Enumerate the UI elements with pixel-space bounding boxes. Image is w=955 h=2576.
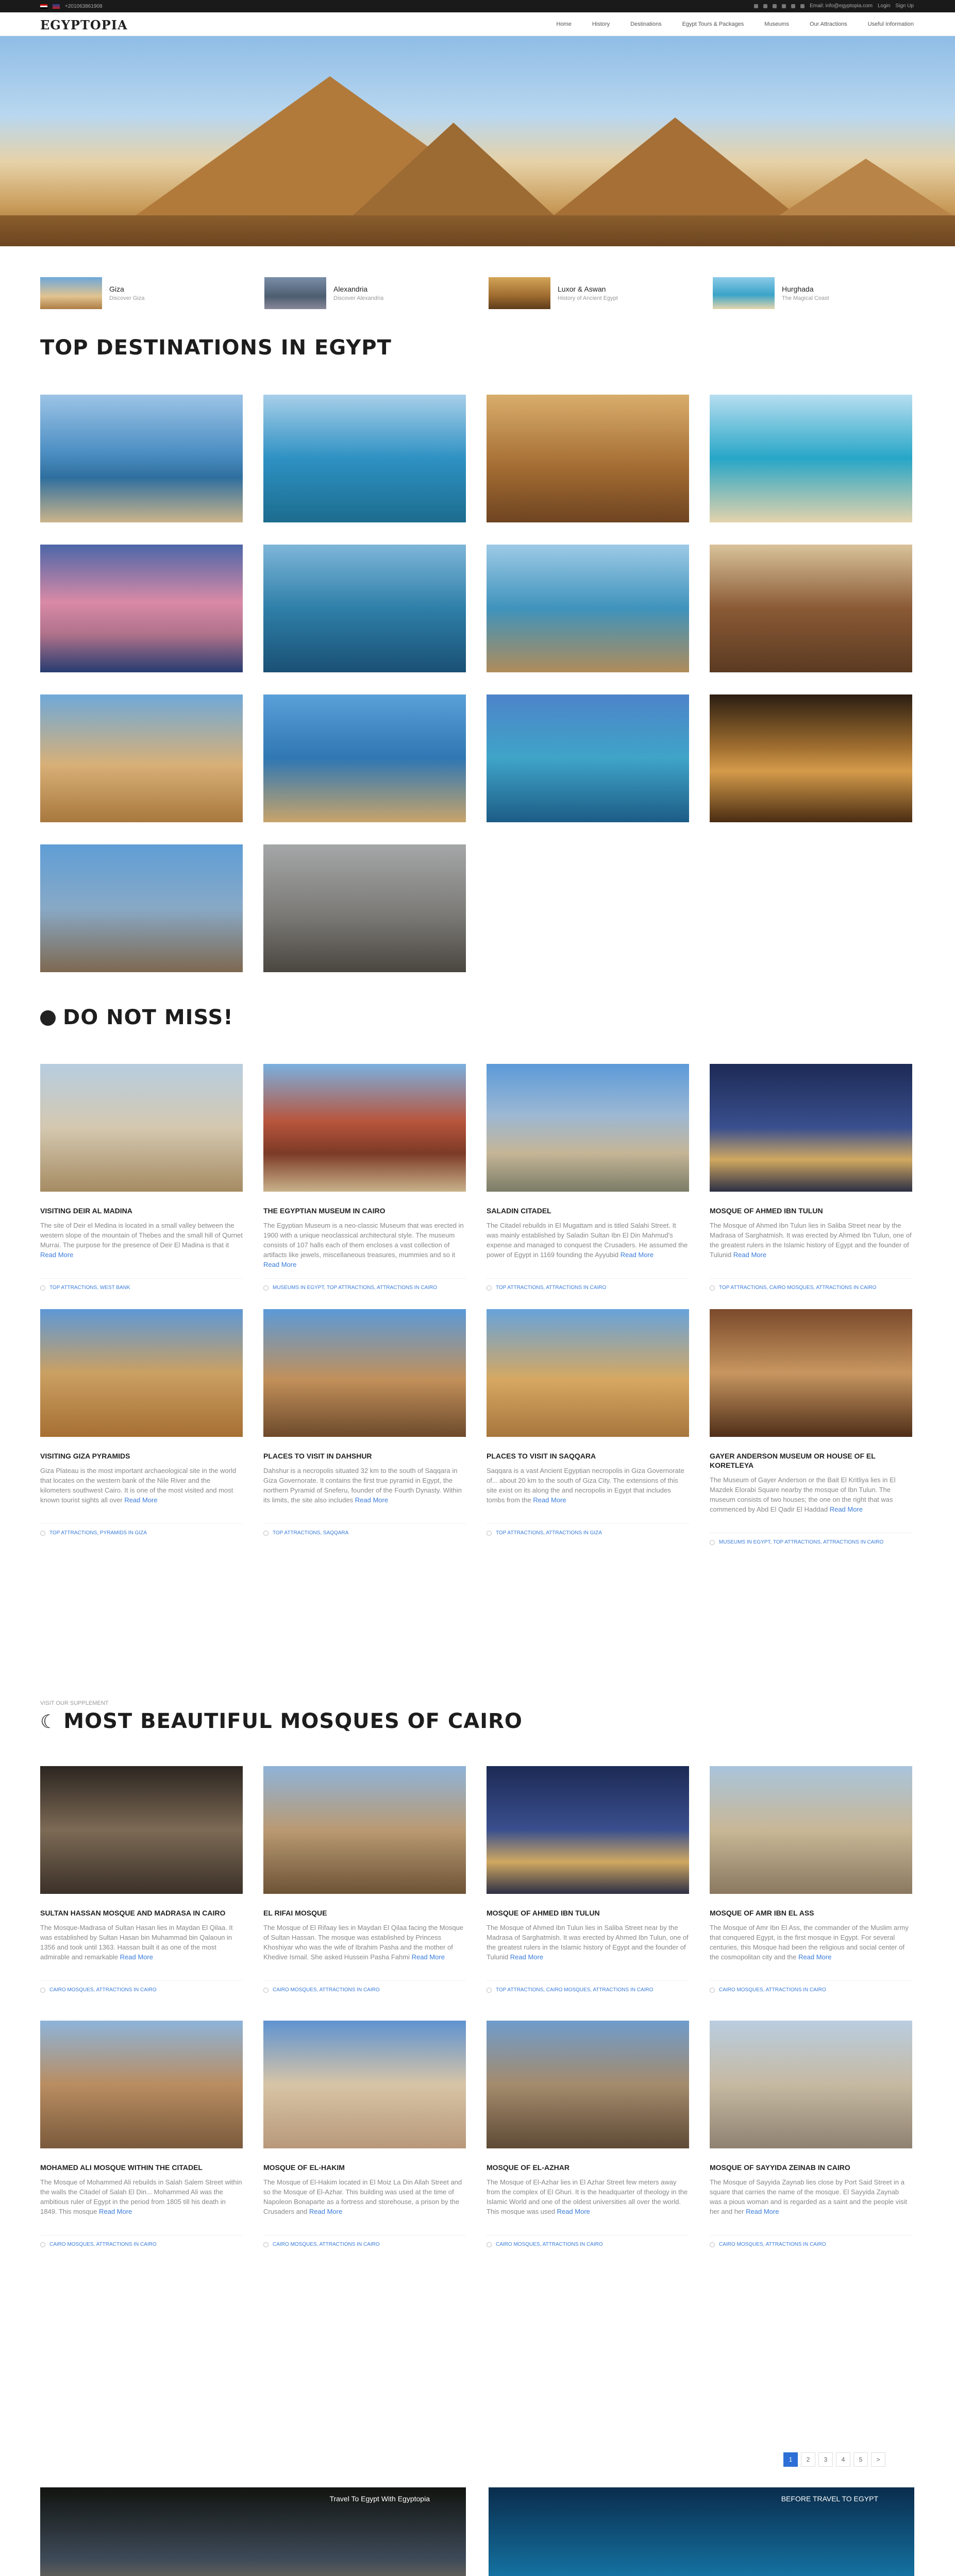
card-tags[interactable]: CAIRO MOSQUES, ATTRACTIONS IN CAIRO	[710, 1980, 912, 1993]
uk-flag-icon[interactable]	[53, 4, 60, 9]
card-image	[487, 1766, 689, 1894]
card-excerpt: The Mosque of El-Azhar lies in El Azhar Street few meters away from the complex of El Ghuri. It is the headquarter of theology in the Islamic World and one of the oldest universities all over the world. This mosque was used Read More	[487, 2178, 688, 2215]
card-tags[interactable]: MUSEUMS IN EGYPT, TOP ATTRACTIONS, ATTRACTIONS IN CAIRO	[710, 1533, 912, 1545]
read-more-link[interactable]: Read More	[98, 2208, 132, 2215]
card-tags[interactable]: CAIRO MOSQUES, ATTRACTIONS IN CAIRO	[263, 2235, 466, 2247]
destination-image[interactable]	[487, 545, 689, 672]
mosque-card[interactable]	[710, 1766, 912, 2021]
card-title[interactable]: VISITING DEIR AL MADINA	[40, 1207, 132, 1215]
card-title[interactable]: MOSQUE OF AHMED IBN TULUN	[710, 1207, 823, 1215]
city-subtitle: History of Ancient Egypt	[558, 295, 618, 301]
card-image	[710, 1064, 912, 1192]
card-excerpt: The Mosque of Ahmed Ibn Tulun lies in Saliba Street near by the Madrasa of Sarghatmish. It was erected by Ahmed Ibn Tulun, one of the greatest rulers in the Islamic history of Egypt and the founder of Tulunid Read More	[710, 1222, 912, 1259]
signup-link[interactable]: Sign Up	[895, 3, 914, 9]
section-title-mosques: ☾ MOST BEAUTIFUL MOSQUES OF CAIRO	[40, 1709, 523, 1733]
city-name: Giza	[109, 285, 124, 293]
egypt-flag-icon[interactable]	[40, 4, 47, 9]
mosque-card[interactable]	[263, 2021, 466, 2247]
read-more-link[interactable]: Read More	[829, 1505, 863, 1513]
city-item[interactable]	[489, 277, 684, 309]
attraction-card[interactable]	[710, 1064, 912, 1309]
login-link[interactable]: Login	[877, 3, 891, 9]
page-1-button[interactable]: 1	[783, 2452, 798, 2467]
top-bar	[0, 0, 955, 12]
tag-icon	[40, 1285, 45, 1291]
card-tags[interactable]: TOP ATTRACTIONS, WEST BANK	[40, 1278, 243, 1291]
destination-image[interactable]	[40, 395, 243, 522]
mosques-grid	[40, 1766, 913, 2247]
card-tags[interactable]: TOP ATTRACTIONS, CAIRO MOSQUES, ATTRACTIONS IN CAIRO	[710, 1278, 912, 1291]
linkedin-icon[interactable]	[791, 4, 795, 8]
video-player[interactable]	[489, 2487, 914, 2576]
video-player[interactable]	[40, 2487, 466, 2576]
read-more-link[interactable]: Read More	[620, 1251, 654, 1259]
tag-icon	[40, 1988, 45, 1993]
instagram-icon[interactable]	[773, 4, 777, 8]
video-title: BEFORE TRAVEL TO EGYPT	[781, 2495, 878, 2503]
card-title[interactable]: MOSQUE OF EL-AZHAR	[487, 2163, 569, 2172]
video-title: Travel To Egypt With Egyptopia	[329, 2495, 430, 2503]
city-subtitle: Discover Giza	[109, 295, 145, 301]
card-title[interactable]: THE EGYPTIAN MUSEUM IN CAIRO	[263, 1207, 386, 1215]
tag-icon	[487, 1988, 492, 1993]
pagination	[783, 2452, 885, 2467]
read-more-link[interactable]: Read More	[309, 2208, 343, 2215]
attraction-card[interactable]	[710, 1309, 912, 1545]
attraction-card[interactable]	[40, 1309, 243, 1545]
read-more-link[interactable]: Read More	[798, 1953, 832, 1961]
tag-icon	[40, 2242, 45, 2247]
destination-image[interactable]	[263, 844, 466, 972]
tag-icon	[263, 1531, 269, 1536]
mosques-eyebrow: VISIT OUR SUPPLEMENT	[40, 1700, 109, 1706]
nav-item-museums[interactable]: Museums	[764, 21, 789, 27]
destination-image[interactable]	[263, 694, 466, 822]
card-image	[487, 2021, 689, 2148]
site-logo[interactable]: EGYPTOPIA	[40, 18, 128, 32]
card-tags[interactable]: CAIRO MOSQUES, ATTRACTIONS IN CAIRO	[40, 2235, 243, 2247]
card-excerpt: The Mosque of Sayyida Zaynab lies close by Port Said Street in a square that carries the name of the mosque. El Sayyida Zaynab was a pious woman and is regarded as a saint and the people visit her and her Read More	[710, 2178, 908, 2215]
read-more-link[interactable]: Read More	[533, 1496, 566, 1504]
card-title[interactable]: MOSQUE OF EL-HAKIM	[263, 2163, 345, 2172]
read-more-link[interactable]: Read More	[263, 1261, 297, 1268]
tag-icon	[487, 2242, 492, 2247]
destination-image[interactable]	[263, 395, 466, 522]
card-title[interactable]: VISITING GIZA PYRAMIDS	[40, 1452, 130, 1460]
card-tags[interactable]: CAIRO MOSQUES, ATTRACTIONS IN CAIRO	[710, 2235, 912, 2247]
tag-icon	[487, 1531, 492, 1536]
card-image	[710, 1309, 912, 1437]
tag-icon	[710, 2242, 715, 2247]
card-image	[263, 2021, 466, 2148]
nav-item-home[interactable]: Home	[556, 21, 572, 27]
tag-icon	[710, 1285, 715, 1291]
page-3-button[interactable]: 3	[818, 2452, 833, 2467]
card-title[interactable]: SALADIN CITADEL	[487, 1207, 551, 1215]
nav-item-destinations[interactable]: Destinations	[630, 21, 662, 27]
card-tags[interactable]: CAIRO MOSQUES, ATTRACTIONS IN CAIRO	[487, 2235, 689, 2247]
tag-icon	[40, 1531, 45, 1536]
page-4-button[interactable]: 4	[836, 2452, 850, 2467]
card-title[interactable]: PLACES TO VISIT IN DAHSHUR	[263, 1452, 372, 1460]
tag-icon	[710, 1988, 715, 1993]
card-excerpt: The Mosque of Ahmed Ibn Tulun lies in Saliba Street near by the Madrasa of Sarghatmish. It was erected by Ahmed Ibn Tulun, one of the greatest rulers in the Islamic history of Egypt and the founder of Tulunid Read More	[487, 1924, 689, 1961]
destination-image[interactable]	[487, 395, 689, 522]
card-title[interactable]: EL RIFAI MOSQUE	[263, 1909, 327, 1917]
mosque-card[interactable]	[40, 2021, 243, 2247]
destination-image[interactable]	[710, 694, 912, 822]
card-image	[263, 1309, 466, 1437]
tag-icon	[263, 2242, 269, 2247]
mosque-card[interactable]	[710, 2021, 912, 2247]
card-title[interactable]: SULTAN HASSAN MOSQUE AND MADRASA IN CAIRO	[40, 1909, 226, 1917]
nav-item-history[interactable]: History	[592, 21, 610, 27]
card-image	[263, 1064, 466, 1192]
card-excerpt: The Mosque of Amr Ibn El Ass, the commander of the Muslim army that conquered Egypt, is the first mosque in Egypt. For several centuries, this Mosque had been the religious and social center of the cosmopolitan city and the Read More	[710, 1924, 909, 1961]
card-excerpt: The Mosque of El Rifaay lies in Maydan El Qilaa facing the Mosque of Sultan Hassan. The mosque was established by Princess Khoshiyar who was the wife of Ibrahim Pasha and the mother of Khedive Ismail. She asked Hussein Pasha Fahmi Read More	[263, 1924, 464, 1961]
destinations-gallery	[40, 395, 913, 994]
card-image	[40, 1309, 243, 1437]
card-excerpt: Dahshur is a necropolis situated 32 km to the south of Saqqara in Giza Governorate. It contains the first true pyramid in Egypt, the northern Pyramid of Sneferu, founder of the Fourth Dynasty. Within its limits, the site also includes Read More	[263, 1467, 462, 1504]
mosque-card[interactable]	[40, 1766, 243, 2021]
card-excerpt: The Citadel rebuilds in El Mugattam and is titled Salahi Street. It was mainly established by Saladin Sultan Ibn El Din Mahmud's expense and managed to conquest the Crusaders. He assumed the power of Egypt in 1169 founding the Ayyubid Read More	[487, 1222, 688, 1259]
attraction-card[interactable]	[487, 1064, 689, 1309]
destination-image[interactable]	[40, 694, 243, 822]
attraction-card[interactable]	[263, 1309, 466, 1545]
city-subtitle: Discover Alexandria	[333, 295, 384, 301]
nav-item-tours[interactable]: Egypt Tours & Packages	[682, 21, 744, 27]
card-image	[263, 1766, 466, 1894]
card-tags[interactable]: TOP ATTRACTIONS, ATTRACTIONS IN CAIRO	[487, 1278, 689, 1291]
card-excerpt: The site of Deir el Medina is located in a small valley between the western slope of the mountain of Thebes and the small hill of Qurnet Murrai. The purpose for the presence of Deir El Madina is that it Read More	[40, 1222, 243, 1259]
card-image	[710, 1766, 912, 1894]
mosque-card[interactable]	[487, 2021, 689, 2247]
card-tags[interactable]: CAIRO MOSQUES, ATTRACTIONS IN CAIRO	[40, 1980, 243, 1993]
twitter-icon[interactable]	[763, 4, 767, 8]
card-image	[40, 2021, 243, 2148]
card-tags[interactable]: TOP ATTRACTIONS, SAQQARA	[263, 1523, 466, 1536]
destination-image[interactable]	[710, 395, 912, 522]
phone-text: +201063861908	[65, 4, 103, 9]
tag-icon	[263, 1285, 269, 1291]
page-2-button[interactable]: 2	[801, 2452, 815, 2467]
next-page-button[interactable]: >	[871, 2452, 885, 2467]
card-title[interactable]: MOSQUE OF SAYYIDA ZEINAB IN CAIRO	[710, 2163, 850, 2172]
city-item[interactable]	[264, 277, 460, 309]
nav-item-useful-info[interactable]: Useful Information	[867, 21, 914, 27]
destination-image[interactable]	[487, 694, 689, 822]
facebook-icon[interactable]	[754, 4, 758, 8]
nav-item-attractions[interactable]: Our Attractions	[809, 21, 847, 27]
read-more-link[interactable]: Read More	[733, 1251, 767, 1259]
site-header	[0, 12, 955, 36]
card-excerpt: Giza Plateau is the most important archaeological site in the world that locates on the western bank of the Nile River and the kilometers southwest Cairo. It is one of the most visited and most known tourist sights all over Read More	[40, 1467, 237, 1504]
read-more-link[interactable]: Read More	[746, 2208, 779, 2215]
card-tags[interactable]: TOP ATTRACTIONS, ATTRACTIONS IN GIZA	[487, 1523, 689, 1536]
card-title[interactable]: PLACES TO VISIT IN SAQQARA	[487, 1452, 596, 1460]
destination-image[interactable]	[40, 545, 243, 672]
card-image	[40, 1766, 243, 1894]
hero-pyramids-image	[0, 36, 955, 246]
card-tags[interactable]: MUSEUMS IN EGYPT, TOP ATTRACTIONS, ATTRACTIONS IN CAIRO	[263, 1278, 466, 1291]
section-title-do-not-miss: DO NOT MISS!	[40, 1006, 233, 1029]
destination-image[interactable]	[40, 844, 243, 972]
card-image	[487, 1064, 689, 1192]
city-item[interactable]	[713, 277, 909, 309]
card-image	[487, 1309, 689, 1437]
read-more-link[interactable]: Read More	[411, 1953, 445, 1961]
city-name: Luxor & Aswan	[558, 285, 606, 293]
section-title-destinations: TOP DESTINATIONS IN EGYPT	[40, 336, 392, 360]
card-title[interactable]: MOSQUE OF AHMED IBN TULUN	[487, 1909, 600, 1917]
card-title[interactable]: MOSQUE OF AMR IBN EL ASS	[710, 1909, 814, 1917]
card-image	[710, 2021, 912, 2148]
heart-icon	[40, 1010, 56, 1026]
read-more-link[interactable]: Read More	[124, 1496, 158, 1504]
card-title[interactable]: GAYER ANDERSON MUSEUM OR HOUSE OF EL KORETLEYA	[710, 1452, 876, 1469]
card-title[interactable]: MOHAMED ALI MOSQUE WITHIN THE CITADEL	[40, 2163, 203, 2172]
card-tags[interactable]: TOP ATTRACTIONS, PYRAMIDS IN GIZA	[40, 1523, 243, 1536]
city-thumbnail	[713, 277, 775, 309]
city-item[interactable]	[40, 277, 236, 309]
attraction-card[interactable]	[40, 1064, 243, 1309]
card-tags[interactable]: TOP ATTRACTIONS, CAIRO MOSQUES, ATTRACTIONS IN CAIRO	[487, 1980, 689, 1993]
card-excerpt: Saqqara is a vast Ancient Egyptian necropolis in Giza Governorate of... about 20 km to the south of Giza City. The extensions of this site exist on its along the and necropolis in Egypt that includes tombs from the Read More	[487, 1467, 684, 1504]
attraction-card[interactable]	[487, 1309, 689, 1545]
card-image	[40, 1064, 243, 1192]
mosque-card[interactable]	[263, 1766, 466, 2021]
city-name: Alexandria	[333, 285, 368, 293]
card-tags[interactable]: CAIRO MOSQUES, ATTRACTIONS IN CAIRO	[263, 1980, 466, 1993]
tag-icon	[710, 1540, 715, 1545]
card-excerpt: The Mosque-Madrasa of Sultan Hasan lies in Maydan El Qilaa. It was established by Sultan Hasan bin Muhammad bin Qalaoun in 1356 and took until 1363. Hassan built it as one of the most admirable and remarkable Read More	[40, 1924, 233, 1961]
read-more-link[interactable]: Read More	[40, 1251, 74, 1259]
read-more-link[interactable]: Read More	[120, 1953, 153, 1961]
city-thumbnail	[40, 277, 102, 309]
page-5-button[interactable]: 5	[853, 2452, 868, 2467]
city-thumbnail	[264, 277, 326, 309]
do-not-miss-grid	[40, 1064, 913, 1545]
city-subtitle: The Magical Coast	[782, 295, 829, 301]
destination-image[interactable]	[710, 545, 912, 672]
city-thumbnail	[489, 277, 550, 309]
attraction-card[interactable]	[263, 1064, 466, 1309]
tag-icon	[487, 1285, 492, 1291]
moon-icon: ☾	[40, 1711, 58, 1733]
read-more-link[interactable]: Read More	[510, 1953, 544, 1961]
mosque-card[interactable]	[487, 1766, 689, 2021]
city-name: Hurghada	[782, 285, 814, 293]
read-more-link[interactable]: Read More	[557, 2208, 590, 2215]
city-strip	[40, 277, 916, 309]
destination-image[interactable]	[263, 545, 466, 672]
youtube-icon[interactable]	[782, 4, 786, 8]
read-more-link[interactable]: Read More	[355, 1496, 389, 1504]
card-excerpt: The Mosque of El-Hakim located in El Moiz La Din Allah Street and so the Mosque of El-Azhar. This building was used at the time of Napoleon Bonaparte as a fortress and storehouse, a prison by the Crusaders and Read More	[263, 2178, 462, 2215]
main-nav	[557, 21, 914, 27]
pinterest-icon[interactable]	[800, 4, 805, 8]
tag-icon	[263, 1988, 269, 1993]
card-excerpt: The Mosque of Mohammed Ali rebuilds in Salah Salem Street within the walls the Citadel of Salah El Din... Mohammed Ali was the ambitious ruler of Egypt in the period from 1805 till his death in 1849. This mosque Read More	[40, 2178, 242, 2215]
card-excerpt: The Museum of Gayer Anderson or the Bait El Kritliya lies in El Mazdek Elorabi Square nearby the mosque of Ibn Tulun. The museum consists of two houses; the one on the right that was commenced by Abd El Qadir El Haddad Read More	[710, 1476, 896, 1513]
card-excerpt: The Egyptian Museum is a neo-classic Museum that was erected in 1900 with a unique neoclassical architectural style. The museum consists of 107 halls each of them encloses a vast collection of artifacts like jewels, miscellaneous treasures, mummies and so it Read More	[263, 1222, 464, 1268]
email-text: Email: info@egyptopia.com	[810, 3, 873, 9]
